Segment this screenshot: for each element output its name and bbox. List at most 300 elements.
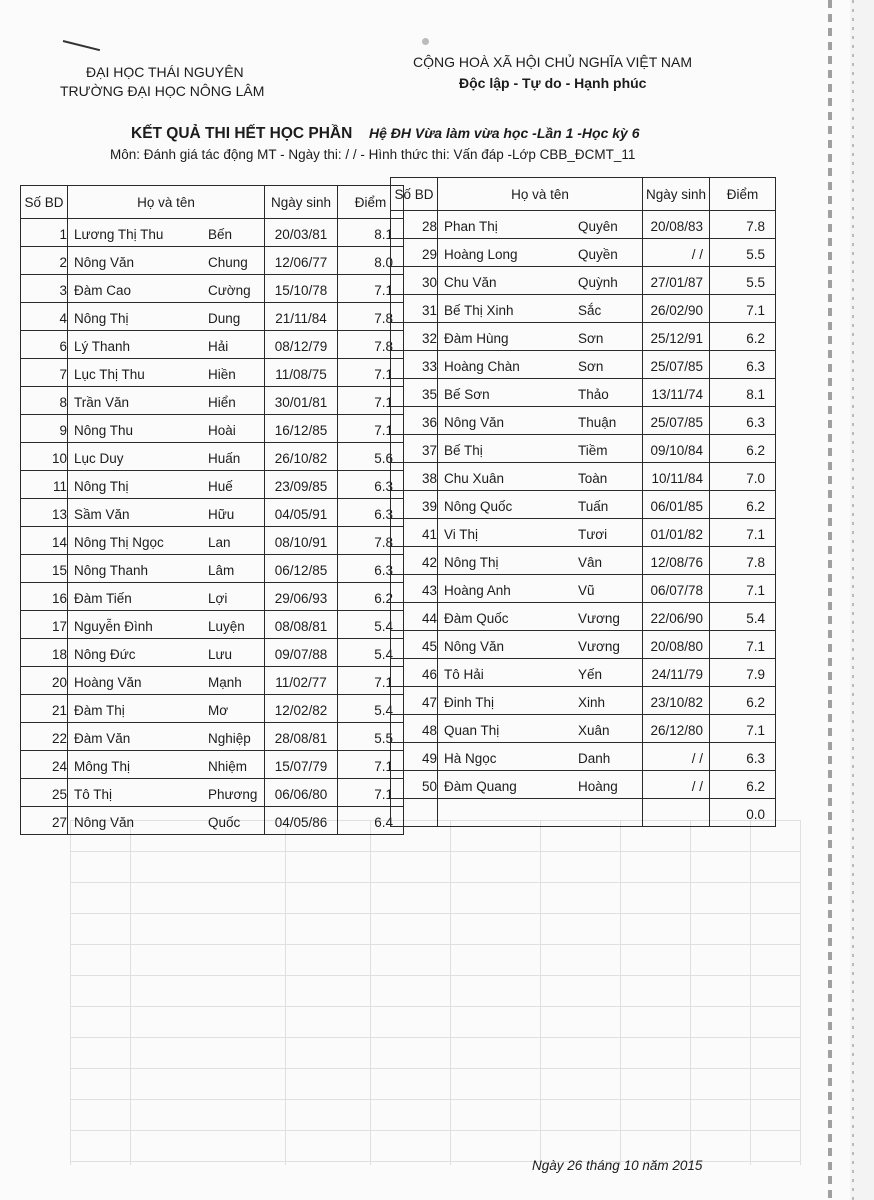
student-number-value: 10 <box>51 451 67 466</box>
student-number <box>391 435 438 463</box>
table-row <box>391 715 776 743</box>
family-name: Đàm Hùng <box>444 331 509 346</box>
birth-date-value: 06/01/85 <box>650 499 703 514</box>
table-row <box>391 239 776 267</box>
student-number-value: 47 <box>421 695 437 710</box>
exam-score-value: 7.1 <box>374 395 393 410</box>
birth-date-value: 13/11/74 <box>651 387 703 402</box>
student-number-value: 24 <box>51 759 67 774</box>
birth-date-value: 28/08/81 <box>274 731 328 746</box>
family-name: Mông Thị <box>74 759 131 774</box>
family-name: Chu Xuân <box>444 471 505 486</box>
given-name: Hữu <box>208 507 235 522</box>
birth-date <box>643 295 710 323</box>
given-name: Sơn <box>578 359 604 374</box>
birth-date <box>265 695 338 723</box>
birth-date <box>265 415 338 443</box>
student-name <box>438 239 643 267</box>
family-name: Sầm Văn <box>74 507 130 522</box>
exam-score <box>710 631 776 659</box>
family-name: Nông Đức <box>74 647 136 662</box>
student-number-value: 7 <box>59 367 67 382</box>
student-name <box>68 303 265 331</box>
birth-date <box>643 715 710 743</box>
given-name: Lợi <box>208 591 228 606</box>
table-row <box>21 751 404 779</box>
birth-date <box>265 303 338 331</box>
exam-score <box>710 547 776 575</box>
table-row <box>21 247 404 275</box>
table-row <box>21 443 404 471</box>
scan-edge-outer <box>852 0 854 1200</box>
program-info: Hệ ĐH Vừa làm vừa học -Lần 1 -Học kỳ 6 <box>369 125 640 141</box>
given-name: Dung <box>208 311 241 326</box>
given-name: Tươi <box>578 527 608 542</box>
given-name: Nhiệm <box>208 759 248 774</box>
family-name: Hoàng Anh <box>444 583 511 598</box>
student-number-value: 16 <box>51 591 67 606</box>
student-number <box>21 303 68 331</box>
family-name: Nông Văn <box>444 415 505 430</box>
exam-score-value: 6.2 <box>746 695 765 710</box>
family-name: Nông Thị <box>444 555 499 570</box>
motto: Độc lập - Tự do - Hạnh phúc <box>459 75 647 91</box>
given-name: Hoài <box>208 423 236 438</box>
student-number-value: 33 <box>421 359 437 374</box>
table-row <box>21 779 404 807</box>
given-name: Luyện <box>208 619 245 634</box>
student-number-value: 11 <box>52 479 67 494</box>
birth-date <box>265 583 338 611</box>
birth-date <box>643 799 710 827</box>
student-name <box>438 715 643 743</box>
student-number-value: 28 <box>421 219 437 234</box>
student-number-value: 1 <box>59 227 67 242</box>
family-name: Nguyễn Đình <box>74 619 153 634</box>
given-name: Xuân <box>578 723 610 738</box>
table-row <box>391 267 776 295</box>
student-name <box>438 603 643 631</box>
given-name: Quỳnh <box>578 275 618 290</box>
student-number <box>21 695 68 723</box>
student-number-value: 36 <box>421 415 437 430</box>
birth-date <box>643 267 710 295</box>
birth-date-value: 11/08/75 <box>275 367 327 382</box>
birth-date-value: 27/01/87 <box>650 275 703 290</box>
student-name <box>438 295 643 323</box>
exam-score <box>710 575 776 603</box>
birth-date <box>643 659 710 687</box>
col-dob: Ngày sinh <box>643 178 710 211</box>
student-number-value: 17 <box>51 619 67 634</box>
exam-subtitle: Môn: Đánh giá tác động MT - Ngày thi: / / - Hình thức thi: Vấn đáp -Lớp CBB_ĐCMT_11 <box>110 147 636 162</box>
student-name <box>438 519 643 547</box>
student-name <box>68 527 265 555</box>
family-name: Đàm Quang <box>444 779 517 794</box>
birth-date <box>643 407 710 435</box>
student-name <box>68 667 265 695</box>
student-number-value: 13 <box>51 507 67 522</box>
student-number <box>21 415 68 443</box>
student-number <box>391 379 438 407</box>
document-title: KẾT QUẢ THI HẾT HỌC PHẦN <box>131 125 353 142</box>
birth-date-value: 26/02/90 <box>650 303 703 318</box>
birth-date <box>643 631 710 659</box>
student-number <box>21 387 68 415</box>
family-name: Đàm Thị <box>74 703 125 718</box>
student-name <box>68 499 265 527</box>
family-name: Lương Thị Thu <box>74 227 164 242</box>
student-number-value: 35 <box>421 387 437 402</box>
family-name: Quan Thị <box>444 723 500 738</box>
student-name <box>68 415 265 443</box>
table-row <box>391 323 776 351</box>
exam-score-value: 5.5 <box>374 731 393 746</box>
birth-date <box>643 491 710 519</box>
student-name <box>438 435 643 463</box>
ghost-line <box>285 820 286 1165</box>
family-name: Trần Văn <box>74 395 130 410</box>
student-number <box>21 807 68 835</box>
exam-score-value: 8.0 <box>374 255 393 270</box>
country-heading: CỘNG HOÀ XÃ HỘI CHỦ NGHĨA VIỆT NAM <box>413 54 693 70</box>
exam-score-value: 7.1 <box>374 787 393 802</box>
family-name: Đàm Tiến <box>74 591 132 606</box>
student-number-value: 4 <box>59 311 67 326</box>
birth-date-value: 04/05/86 <box>274 815 328 830</box>
student-number <box>391 771 438 799</box>
table-row <box>21 331 404 359</box>
exam-score-value: 7.1 <box>746 639 765 654</box>
student-number <box>391 239 438 267</box>
student-number <box>21 723 68 751</box>
student-name <box>68 471 265 499</box>
student-number-value: 9 <box>59 423 67 438</box>
ghost-line <box>540 820 541 1165</box>
family-name: Bế Sơn <box>444 387 490 402</box>
given-name: Hoàng <box>578 779 618 794</box>
student-number-value: 44 <box>421 611 437 626</box>
table-row <box>21 275 404 303</box>
exam-score-value: 7.8 <box>746 555 765 570</box>
exam-score <box>710 267 776 295</box>
family-name: Tô Hải <box>444 667 484 682</box>
given-name: Yến <box>578 667 603 682</box>
col-dob: Ngày sinh <box>265 186 338 219</box>
birth-date-value: / / <box>691 247 703 262</box>
student-number <box>391 631 438 659</box>
given-name: Danh <box>578 751 611 766</box>
exam-score-value: 7.9 <box>746 667 765 682</box>
birth-date <box>265 779 338 807</box>
birth-date <box>643 351 710 379</box>
birth-date <box>265 807 338 835</box>
student-name <box>438 211 643 239</box>
exam-score-value: 7.1 <box>746 723 765 738</box>
birth-date-value: 10/11/84 <box>651 471 703 486</box>
exam-score-value: 5.6 <box>374 451 393 466</box>
exam-score <box>710 603 776 631</box>
given-name: Thuận <box>578 415 617 430</box>
family-name: Nông Thanh <box>74 563 149 578</box>
given-name: Mơ <box>208 703 229 718</box>
table-row <box>21 359 404 387</box>
family-name: Bế Thị Xinh <box>444 303 514 318</box>
birth-date <box>643 547 710 575</box>
exam-score-value: 6.3 <box>374 479 393 494</box>
birth-date-value: / / <box>691 779 703 794</box>
student-name <box>438 631 643 659</box>
birth-date-value: 08/12/79 <box>274 339 328 354</box>
exam-score-value: 6.3 <box>746 415 765 430</box>
exam-score-value: 7.1 <box>374 759 393 774</box>
table-row <box>391 435 776 463</box>
family-name: Nông Văn <box>74 815 135 830</box>
birth-date-value: 06/06/80 <box>274 787 328 802</box>
student-name <box>68 583 265 611</box>
student-number <box>391 603 438 631</box>
student-number-value: 20 <box>51 675 67 690</box>
birth-date <box>265 331 338 359</box>
student-name <box>68 611 265 639</box>
given-name: Mạnh <box>208 675 242 690</box>
birth-date <box>265 611 338 639</box>
table-row <box>21 723 404 751</box>
birth-date <box>643 687 710 715</box>
student-number-value: 50 <box>421 779 437 794</box>
student-number <box>21 779 68 807</box>
student-name <box>68 779 265 807</box>
table-row <box>21 611 404 639</box>
student-number-value: 29 <box>421 247 437 262</box>
ghost-line <box>620 820 621 1165</box>
given-name: Nghiệp <box>208 731 251 746</box>
student-number <box>21 639 68 667</box>
birth-date <box>265 387 338 415</box>
table-row <box>21 527 404 555</box>
table-row <box>391 659 776 687</box>
student-number-value: 22 <box>51 731 67 746</box>
exam-score <box>710 323 776 351</box>
exam-score <box>710 295 776 323</box>
birth-date-value: 26/12/80 <box>650 723 703 738</box>
table-row <box>21 583 404 611</box>
given-name: Tuấn <box>578 499 609 514</box>
birth-date <box>265 247 338 275</box>
birth-date-value: 01/01/82 <box>650 527 703 542</box>
col-score: Điểm <box>338 186 404 219</box>
table-row <box>21 387 404 415</box>
student-number-value: 48 <box>421 723 437 738</box>
student-number <box>391 575 438 603</box>
birth-date <box>643 323 710 351</box>
student-number-value: 25 <box>51 787 67 802</box>
student-name <box>68 695 265 723</box>
student-number <box>21 359 68 387</box>
table-row <box>21 471 404 499</box>
student-name <box>68 723 265 751</box>
student-number <box>21 751 68 779</box>
exam-score <box>710 799 776 827</box>
family-name: Hoàng Văn <box>74 675 142 690</box>
family-name: Chu Văn <box>444 275 497 290</box>
birth-date <box>643 575 710 603</box>
birth-date <box>643 519 710 547</box>
student-name <box>68 331 265 359</box>
given-name: Vương <box>578 611 620 626</box>
ghost-line <box>70 820 71 1165</box>
birth-date-value: 15/07/79 <box>274 759 328 774</box>
student-number-value: 18 <box>51 647 67 662</box>
student-name <box>438 267 643 295</box>
exam-score-value: 7.1 <box>374 423 393 438</box>
table-row <box>21 499 404 527</box>
table-row <box>391 743 776 771</box>
student-number-value: 8 <box>59 395 67 410</box>
col-name: Họ và tên <box>438 178 643 211</box>
ghost-line <box>750 820 751 1165</box>
table-row <box>21 415 404 443</box>
given-name: Sơn <box>578 331 604 346</box>
given-name: Lâm <box>208 563 235 578</box>
given-name: Lan <box>208 535 231 550</box>
birth-date <box>265 219 338 247</box>
student-name <box>438 771 643 799</box>
table-row <box>21 219 404 247</box>
family-name: Vi Thị <box>444 527 479 542</box>
student-number <box>21 331 68 359</box>
table-row <box>391 295 776 323</box>
family-name: Đàm Cao <box>74 283 132 298</box>
given-name: Hiền <box>208 367 236 382</box>
exam-score <box>710 211 776 239</box>
student-name <box>438 323 643 351</box>
birth-date-value: 25/07/85 <box>650 359 703 374</box>
table-row <box>391 351 776 379</box>
ghost-line <box>130 820 131 1165</box>
birth-date-value: 25/12/91 <box>650 331 703 346</box>
col-sbd: Số BD <box>391 178 438 211</box>
given-name: Thảo <box>578 387 609 402</box>
family-name: Đàm Văn <box>74 731 131 746</box>
given-name: Phương <box>208 787 258 802</box>
student-number <box>391 351 438 379</box>
birth-date <box>265 555 338 583</box>
birth-date-value: 11/02/77 <box>275 675 327 690</box>
student-name <box>68 219 265 247</box>
birth-date <box>643 463 710 491</box>
exam-score-value: 6.2 <box>746 779 765 794</box>
student-number <box>21 443 68 471</box>
birth-date-value: 08/10/91 <box>274 535 328 550</box>
birth-date-value: 12/02/82 <box>274 703 328 718</box>
exam-score-value: 6.3 <box>746 359 765 374</box>
exam-score-value: 5.4 <box>374 647 393 662</box>
results-table-left <box>20 185 404 835</box>
birth-date <box>265 527 338 555</box>
student-name <box>68 807 265 835</box>
given-name: Tiềm <box>578 443 608 458</box>
student-name <box>438 351 643 379</box>
birth-date <box>265 471 338 499</box>
exam-score-value: 0.0 <box>746 807 765 822</box>
exam-score <box>710 491 776 519</box>
exam-score <box>710 743 776 771</box>
student-number <box>21 611 68 639</box>
birth-date-value: 20/08/83 <box>650 219 703 234</box>
student-number-value: 41 <box>421 527 437 542</box>
birth-date-value: 25/07/85 <box>650 415 703 430</box>
exam-score-value: 5.5 <box>746 275 765 290</box>
student-name <box>438 379 643 407</box>
family-name: Lý Thanh <box>74 339 131 354</box>
birth-date <box>643 379 710 407</box>
student-number <box>391 743 438 771</box>
given-name: Toàn <box>578 471 608 486</box>
birth-date-value: 08/08/81 <box>274 619 328 634</box>
birth-date <box>265 751 338 779</box>
student-number <box>21 471 68 499</box>
student-number <box>21 583 68 611</box>
exam-score <box>710 239 776 267</box>
student-name <box>438 659 643 687</box>
birth-date-value: 30/01/81 <box>274 395 328 410</box>
table-row <box>391 491 776 519</box>
student-number-value: 2 <box>59 255 67 270</box>
table-row <box>391 631 776 659</box>
student-name <box>438 463 643 491</box>
exam-score-value: 5.4 <box>374 619 393 634</box>
family-name: Đinh Thị <box>444 695 495 710</box>
table-row <box>391 211 776 239</box>
student-number-value: 14 <box>51 535 67 550</box>
birth-date <box>643 743 710 771</box>
table-row <box>21 667 404 695</box>
exam-score <box>710 379 776 407</box>
student-number <box>391 491 438 519</box>
given-name: Vương <box>578 639 620 654</box>
student-number <box>21 499 68 527</box>
student-number-value: 37 <box>421 443 437 458</box>
ghost-line <box>800 820 801 1165</box>
birth-date <box>643 435 710 463</box>
birth-date <box>643 239 710 267</box>
student-name <box>68 555 265 583</box>
student-number <box>391 659 438 687</box>
family-name: Đàm Quốc <box>444 611 509 626</box>
exam-score-value: 6.2 <box>374 591 393 606</box>
birth-date <box>265 667 338 695</box>
student-name <box>68 359 265 387</box>
student-number <box>21 247 68 275</box>
col-sbd: Số BD <box>21 186 68 219</box>
student-number <box>21 555 68 583</box>
given-name: Vân <box>578 555 603 570</box>
student-name <box>438 491 643 519</box>
student-number-value: 31 <box>421 303 437 318</box>
student-number <box>21 275 68 303</box>
exam-score-value: 7.1 <box>374 675 393 690</box>
exam-score-value: 5.5 <box>746 247 765 262</box>
exam-score <box>710 687 776 715</box>
birth-date <box>265 499 338 527</box>
exam-score <box>710 715 776 743</box>
student-name <box>438 743 643 771</box>
birth-date <box>643 211 710 239</box>
given-name: Xinh <box>578 695 606 710</box>
university-name: ĐẠI HỌC THÁI NGUYÊN <box>86 64 244 80</box>
given-name: Quốc <box>208 815 241 830</box>
